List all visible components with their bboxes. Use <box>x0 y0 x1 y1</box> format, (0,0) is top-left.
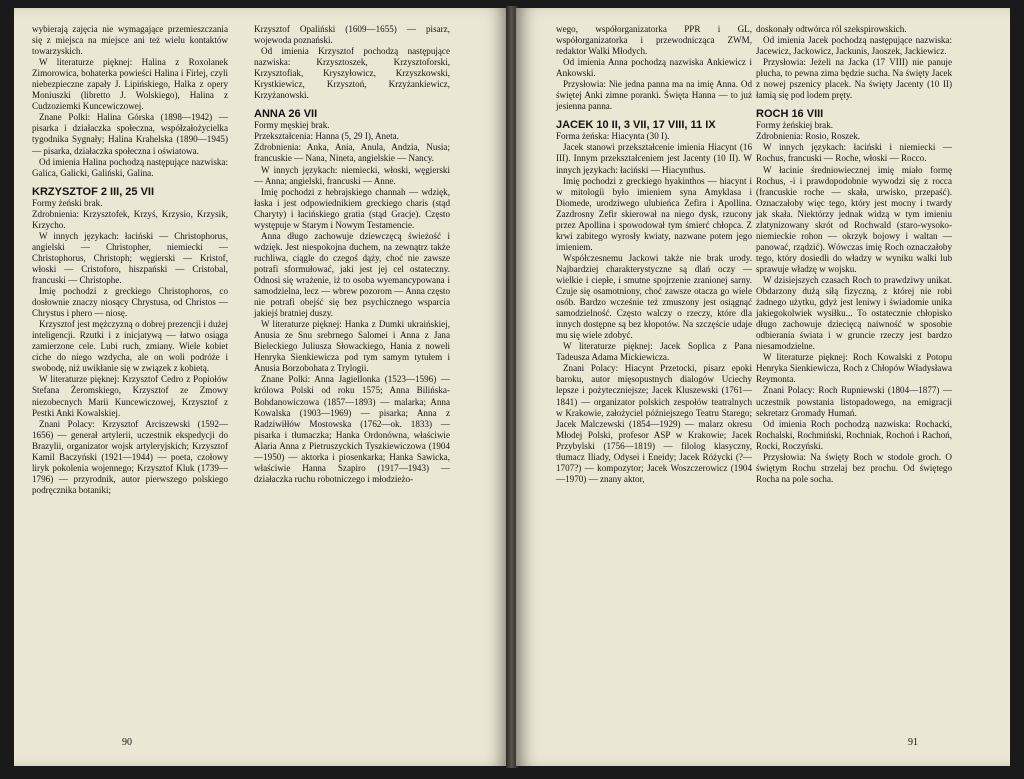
paragraph: Formy żeńskiej brak. <box>756 120 834 131</box>
paragraph: Forma żeńska: Hiacynta (30 I). <box>556 131 670 142</box>
entry-heading: JACEK 10 II, 3 VII, 17 VIII, 11 IX <box>556 119 716 132</box>
page-number-left: 90 <box>122 737 132 748</box>
paragraph: Przysłowia: Na święty Roch w stodole groch. O świętym Rochu strzelaj bez prochu. Od świętego Rocha na pole socha. <box>756 451 952 484</box>
paragraph: doskonały odtwórca ról szekspirowskich. <box>756 24 907 34</box>
paragraph: Od imienia Krzysztof pochodzą następujące nazwiska: Krzysztoszek, Krzysztoforski, Krzysztofiak, Kryszyłowicz, Krzyszkowski, Krystkiewicz, Krzysztoń, Krzyżankiewicz, Krzyżanowski. <box>254 46 450 101</box>
entry-heading: KRZYSZTOF 2 III, 25 VII <box>32 185 155 198</box>
paragraph: W innych językach: łaciński i niemiecki — Rochus, francuski — Roche, włoski — Rocco. <box>756 142 952 164</box>
paragraph: Znani Polacy: Hiacynt Przetocki, pisarz epoki baroku, autor mięsopustnych dialogów Uciechy lepsze i pożyteczniejsze; Jacek Kluszewski (1761—1841) — organizator polskich zespołów teatralnych w Krakowie, założyciel późniejszego Teatru Starego; Jacek Malczewski (1854—1929) — malarz okresu Młodej Polski, profesor ASP w Krakowie; Jacek Przybylski (1756—1819) — filolog klasyczny, tłumacz Iliady, Odysei i Eneidy; Jacek Różycki (?—1707?) — kompozytor; Jacek Woszczerowicz (1904—1970) — znany aktor, <box>556 363 752 484</box>
paragraph: Przysłowia: Jeżeli na Jacka (17 VIII) nie panuje plucha, to pewna zima będzie sucha. Na święty Jacek z nowej pszenicy placek. Na święty Jacenty (10 II) łamią się pod lodem pręty. <box>756 57 952 101</box>
paragraph: Przysłowia: Nie jedna panna ma na imię Anna. Od świętej Anki zimne poranki. Święta Hanna — to już jesienna panna. <box>556 79 752 112</box>
paragraph: Zdrobnienia: Anka, Ania, Anula, Andzia, Nusia; francuskie — Nana, Nineta, angielskie — Nancy. <box>254 142 450 164</box>
paragraph: Od imienia Roch pochodzą nazwiska: Rochacki, Rochalski, Rochmiński, Rochniak, Rochoń i Rachoń, Rocki, Roczyński. <box>756 418 952 451</box>
entry-heading: ANNA 26 VII <box>254 108 318 121</box>
right-column-2 <box>756 24 952 485</box>
left-page <box>14 8 508 766</box>
paragraph: Zdrobnienia: Rosio, Roszek. <box>756 131 861 142</box>
paragraph: W literaturze pięknej: Krzysztof Cedro z Popiołów Stefana Żeromskiego, Krzysztof ze Zmowy niezobecnych Marii Kuncewiczowej, Krzysztof z Pestki Anki Kowalskiej. <box>32 374 228 418</box>
paragraph: W łacinie średniowiecznej imię miało formę Rochus, -i i prawdopodobnie wywodzi się z rocca (francuskie roche — skała, urwisko, przepaść). Oznaczałoby więc tego, który jest mocny i twardy jak skała. Niektórzy jednak widzą w tym imieniu zlatynizowany skrót od Rochwald (staro-wysoko-niemieckie rohon — okrzyk bojowy i waltan — panować, rządzić). Wówczas imię Roch oznaczałoby tego, który dosiedli do władzy w wyniku walki lub sprawuje władzę w wojsku. <box>756 164 952 274</box>
paragraph: wego, współorganizatorka PPR i GL, współorganizatorka i przewodnicząca ZWM, redaktor Walki Młodych. <box>556 24 752 57</box>
paragraph: Przekształcenia: Hanna (5, 29 I), Aneta. <box>254 131 399 142</box>
paragraph: wybierają zajęcia nie wymagające przemieszczania się z miejsca na miejsce ani też wielu kontaktów towarzyskich. <box>32 24 228 57</box>
paragraph: Jacek stanowi przekształcenie imienia Hiacynt (16 III). Innym przekształceniem jest Jacenty (10 II). W innych językach: łaciński — Hiacynthus. <box>556 142 752 175</box>
right-column-1 <box>556 24 752 485</box>
paragraph: Formy męskiej brak. <box>254 120 330 131</box>
paragraph: Formy żeński brak. <box>32 197 103 208</box>
paragraph: W innych językach: niemiecki, włoski, węgierski — Anna; angielski, francuski — Anne. <box>254 164 450 186</box>
paragraph: Zdrobnienia: Krzysztofek, Krzyś, Krzysio, Krzysik, Krzycho. <box>32 208 228 230</box>
paragraph: W literaturze pięknej: Roch Kowalski z Potopu Henryka Sienkiewicza, Roch z Chłopów Władysława Reymonta. <box>756 352 952 385</box>
paragraph: Od imienia Halina pochodzą następujące nazwiska: Galica, Galicki, Galiński, Galina. <box>32 156 228 178</box>
paragraph: Od imienia Anna pochodzą nazwiska Ankiewicz i Ankowski. <box>556 57 752 79</box>
paragraph: W dzisiejszych czasach Roch to prawdziwy unikat. Obdarzony dużą siłą fizyczną, z której nie robi żadnego użytku, gdyż jest leniwy i świadomie unika jakiegokolwiek wysiłku... To ostatecznie chłopisko długo zachowuje dziecięcą naiwność w sposobie odbierania świata i w gruncie rzeczy jest bardzo niesamodzielne. <box>756 274 952 352</box>
left-column-2 <box>254 24 450 485</box>
paragraph: W literaturze pięknej: Halina z Roxolanek Zimorowica, bohaterka powieści Halina i Firlej, czyli niebezpieczne zapały J. Lipińskiego, Halka z opery Moniuszki (libretto J. Wolskiego), Halina z Cudzoziemki Kuncewiczowej. <box>32 57 228 112</box>
paragraph: Krzysztof Opaliński (1609—1655) — pisarz, wojewoda poznański. <box>254 24 450 46</box>
paragraph: Krzysztof jest mężczyzną o dobrej prezencji i dużej inteligencji. Rzutki i z inicjatywą — łatwo osiąga zamierzone cele. Lubi ruch, zmiany. Wiele kobiet ciche do niego wzdycha, ale on woli podróże i swobodę, niż uwikłanie się w związek z kobietą. <box>32 319 228 374</box>
page-number-right: 91 <box>908 737 918 748</box>
paragraph: Imię pochodzi z greckiego Christophoros, co dosłownie znaczy niosący Chrystusa, od Christos — Chrystus i phero — niosę. <box>32 286 228 319</box>
paragraph: W innych językach: łaciński — Christophorus, angielski — Christopher, niemiecki — Christophorus, Christoph; węgierski — Kristof, włoski — Cristoforo, hiszpański — Cristobal, francuski — Christophe. <box>32 230 228 285</box>
entry-heading: ROCH 16 VIII <box>756 108 824 121</box>
paragraph: Znane Polki: Halina Górska (1898—1942) — pisarka i działaczka społeczna, współzałożycielka tygodnika Sygnały; Halina Krahelska (1890—1945) — pisarka, działaczka społeczna i oświatowa. <box>32 112 228 156</box>
paragraph: W literaturze pięknej: Hanka z Dumki ukraińskiej, Anusia ze Snu srebrnego Salomei i Anna z Jana Bieleckiego Juliusza Słowackiego, Hania z noweli Henryka Sienkiewicza pod tym samym tytułem i Anusia Borzobohata z Trylogii. <box>254 319 450 374</box>
paragraph: Od imienia Jacek pochodzą następujące nazwiska: Jacewicz, Jackowicz, Jackunis, Jaoszek, Jackiewicz. <box>756 35 952 57</box>
paragraph: Współczesnemu Jackowi także nie brak urody. Najbardziej charakterystyczne są dlań oczy — wielkie i ciepłe, i smutne spojrzenie zranionej sarny. Czuje się osamotniony, choć zawsze otacza go wiele osób. Bardzo wcześnie też zmuszony jest osiągnąć samodzielność. Często walczy o rzeczy, które dla innych dostępne są bez kłopotów. Na szczęście udaje mu się wiele zdobyć. <box>556 252 752 341</box>
paragraph: Znani Polacy: Roch Rupniewski (1804—1877) — uczestnik powstania listopadowego, na emigracji sekretarz Gromady Humań. <box>756 385 952 418</box>
right-page <box>516 8 1010 766</box>
paragraph: Znane Polki: Anna Jagiellonka (1523—1596) — królowa Polski od roku 1575; Anna Bilińska-Bohdanowiczowa (1857—1893) — malarka; Anna Kowalska (1903—1969) — pisarka; Anna z Radziwiłłów Mostowska (1762—ok. 1833) — pisarka i tłumaczka; Hanka Ordonówna, właściwie Alaria Anna z Pietruszyckich Tyszkiewiczowa (1904—1950) — aktorka i piosenkarka; Hanka Sawicka, właściwie Hanna Szapiro (1917—1943) — działaczka ruchu robotniczego i młodzieżo- <box>254 374 450 484</box>
paragraph: Imię pochodzi z hebrajskiego channah — wdzięk, łaska i jest odpowiednikiem greckiego charis (stąd Charyty) i łacińskiego gratia (stąd Gracje). Często występuje w Starym i Nowym Testamencie. <box>254 186 450 230</box>
paragraph: W literaturze pięknej: Jacek Soplica z Pana Tadeusza Adama Mickiewicza. <box>556 341 752 363</box>
paragraph: Anna długo zachowuje dziewczęcą świeżość i wdzięk. Jest niespokojna duchem, na zewnątrz także ruchliwa, ciągle do czegoś dąży, choć nie zawsze potrafi sformułować, jaki jest jej cel ostateczny. Odnosi się wrażenie, iż to osoba wyemancypowana i samodzielna, lecz — wbrew pozorom — Anna często nie potrafi obejść się bez psychicznego wsparcia jakiejś bratniej duszy. <box>254 230 450 319</box>
paragraph: Imię pochodzi z greckiego hyakinthos — hiacynt i w mitologii było imieniem syna Amyklasa i Diomede, urodziwego ulubieńca Zefira i Apollina. Zazdrosny Zefir skierował na niego dysk, rzucony przez Apollina i spowodował tym śmierć chłopca. Z krwi zabitego wyrosły kwiaty, nazwane potem jego imieniem. <box>556 175 752 252</box>
left-column-1 <box>32 24 228 496</box>
paragraph: Znani Polacy: Krzysztof Arciszewski (1592—1656) — generał artylerii, uczestnik ekspedycji do Brazylii, organizator wojsk artyleryjskich; Krzysztof Kamil Baczyński (1921—1944) — poeta, czołowy liryk pokolenia wojennego; Krzysztof Kluk (1739—1796) — przyrodnik, autor pierwszego polskiego podręcznika botaniki; <box>32 418 228 495</box>
